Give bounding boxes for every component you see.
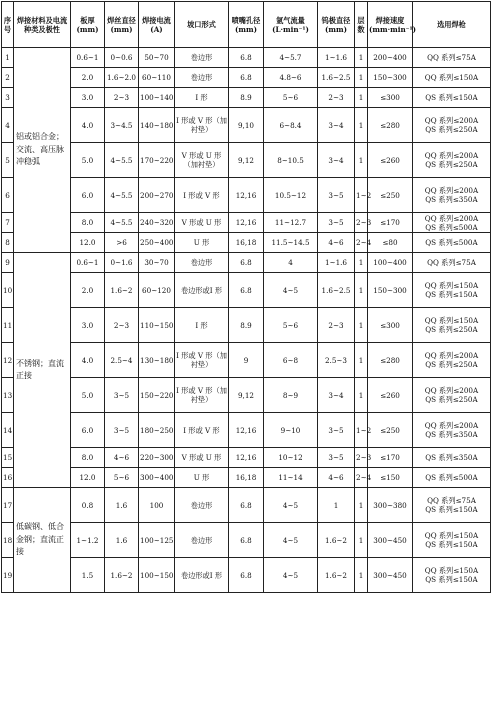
argon-flow-cell: 4~5 — [264, 523, 318, 558]
wire-diameter-cell: 1.6 — [105, 488, 139, 523]
layers-cell: 1~2 — [355, 413, 368, 448]
table-row — [2, 558, 491, 593]
layers-cell: 2~3 — [355, 213, 368, 233]
table-row — [2, 468, 491, 488]
nozzle-cell: 6.8 — [229, 48, 264, 68]
row-number-cell: 1 — [2, 48, 14, 68]
gun-spec: QS 系列≤350A — [425, 453, 478, 462]
gun-spec: QQ 系列≤150A — [424, 281, 479, 290]
gun-spec: QQ 系列≤75A — [427, 53, 476, 62]
argon-flow-cell: 6~8 — [264, 343, 318, 378]
wire-diameter-cell: 3~4.5 — [105, 108, 139, 143]
current-cell: 150~220 — [139, 378, 175, 413]
gun-cell — [413, 343, 491, 378]
thickness-cell: 2.0 — [71, 273, 105, 308]
thickness-cell: 4.0 — [71, 108, 105, 143]
gun-spec: QS 系列≤250A — [425, 395, 478, 404]
groove-cell: V 形或 U 形（加衬垫） — [175, 143, 229, 178]
gun-spec: QQ 系列≤200A — [424, 116, 479, 125]
gun-cell — [413, 48, 491, 68]
thickness-cell: 6.0 — [71, 178, 105, 213]
tungsten-cell: 3~4 — [318, 108, 355, 143]
table-row — [2, 68, 491, 88]
layers-cell: 1 — [355, 48, 368, 68]
layers-cell: 1 — [355, 558, 368, 593]
thickness-cell: 8.0 — [71, 213, 105, 233]
layers-cell: 1 — [355, 523, 368, 558]
current-cell: 200~270 — [139, 178, 175, 213]
thickness-cell: 6.0 — [71, 413, 105, 448]
header-argon-flow: 氩气流量 (L·min⁻¹) — [264, 2, 318, 48]
thickness-cell: 2.0 — [71, 68, 105, 88]
speed-cell: ≤300 — [368, 308, 413, 343]
wire-diameter-cell: >6 — [105, 233, 139, 253]
tungsten-cell: 4~6 — [318, 468, 355, 488]
wire-diameter-cell: 2~3 — [105, 308, 139, 343]
speed-cell: ≤150 — [368, 468, 413, 488]
groove-cell: 卷边形 — [175, 488, 229, 523]
current-cell: 220~300 — [139, 448, 175, 468]
current-cell: 130~180 — [139, 343, 175, 378]
thickness-cell: 12.0 — [71, 233, 105, 253]
gun-spec: QS 系列≤150A — [425, 540, 478, 549]
table-row — [2, 143, 491, 178]
speed-cell: ≤280 — [368, 108, 413, 143]
nozzle-cell: 12,16 — [229, 213, 264, 233]
argon-flow-cell: 11.5~14.5 — [264, 233, 318, 253]
groove-cell: I 形或 V 形（加衬垫） — [175, 343, 229, 378]
thickness-cell: 12.0 — [71, 468, 105, 488]
argon-flow-cell: 4~5 — [264, 488, 318, 523]
groove-cell: 卷边形或I 形 — [175, 273, 229, 308]
wire-diameter-cell: 1.6 — [105, 523, 139, 558]
gun-cell — [413, 108, 491, 143]
row-number-cell: 7 — [2, 213, 14, 233]
argon-flow-cell: 9~10 — [264, 413, 318, 448]
table-row — [2, 88, 491, 108]
wire-diameter-cell: 4~5.5 — [105, 178, 139, 213]
speed-cell: ≤170 — [368, 448, 413, 468]
speed-cell: ≤250 — [368, 413, 413, 448]
header-groove: 坡口形式 — [175, 2, 229, 48]
gun-cell — [413, 233, 491, 253]
table-row — [2, 488, 491, 523]
gun-cell — [413, 488, 491, 523]
tungsten-cell: 1~1.6 — [318, 48, 355, 68]
nozzle-cell: 6.8 — [229, 523, 264, 558]
row-number-cell: 5 — [2, 143, 14, 178]
argon-flow-cell: 5~6 — [264, 308, 318, 343]
gun-spec: QS 系列≤250A — [425, 125, 478, 134]
gun-cell — [413, 273, 491, 308]
nozzle-cell: 12,16 — [229, 178, 264, 213]
layers-cell: 1 — [355, 308, 368, 343]
row-number-cell: 6 — [2, 178, 14, 213]
current-cell: 60~120 — [139, 273, 175, 308]
gun-spec: QS 系列≤500A — [425, 238, 478, 247]
header-speed: 焊接速度 (mm·min⁻¹) — [368, 2, 413, 48]
layers-cell: 1 — [355, 488, 368, 523]
gun-spec: QQ 系列≤200A — [424, 351, 479, 360]
table-row — [2, 413, 491, 448]
material-group-cell: 不锈钢；直流正接 — [14, 253, 71, 488]
thickness-cell: 5.0 — [71, 143, 105, 178]
tungsten-cell: 4~6 — [318, 233, 355, 253]
thickness-cell: 3.0 — [71, 308, 105, 343]
wire-diameter-cell: 1.6~2 — [105, 273, 139, 308]
tungsten-cell: 1.6~2.5 — [318, 273, 355, 308]
gun-cell — [413, 88, 491, 108]
gun-spec: QQ 系列≤200A — [424, 421, 479, 430]
layers-cell: 1~2 — [355, 178, 368, 213]
groove-cell: U 形 — [175, 233, 229, 253]
current-cell: 100~150 — [139, 558, 175, 593]
gun-spec: QS 系列≤350A — [425, 430, 478, 439]
groove-cell: 卷边形 — [175, 68, 229, 88]
row-number-cell: 2 — [2, 68, 14, 88]
current-cell: 240~320 — [139, 213, 175, 233]
gun-spec: QQ 系列≤200A — [424, 151, 479, 160]
gun-spec: QQ 系列≤150A — [424, 316, 479, 325]
wire-diameter-cell: 1.6~2.0 — [105, 68, 139, 88]
row-number-cell: 11 — [2, 308, 14, 343]
argon-flow-cell: 4~5.7 — [264, 48, 318, 68]
gun-spec: QS 系列≤250A — [425, 160, 478, 169]
gun-cell — [413, 558, 491, 593]
row-number-cell: 15 — [2, 448, 14, 468]
row-number-cell: 12 — [2, 343, 14, 378]
table-row — [2, 273, 491, 308]
speed-cell: ≤280 — [368, 343, 413, 378]
thickness-cell: 4.0 — [71, 343, 105, 378]
header-nozzle: 喷嘴孔径 (mm) — [229, 2, 264, 48]
argon-flow-cell: 4~5 — [264, 558, 318, 593]
groove-cell: V 形或 U 形 — [175, 448, 229, 468]
argon-flow-cell: 10~12 — [264, 448, 318, 468]
groove-cell: I 形或 V 形（加衬垫） — [175, 378, 229, 413]
wire-diameter-cell: 4~5.5 — [105, 143, 139, 178]
speed-cell: 300~450 — [368, 558, 413, 593]
layers-cell: 1 — [355, 108, 368, 143]
nozzle-cell: 8.9 — [229, 88, 264, 108]
table-row — [2, 448, 491, 468]
row-number-cell: 10 — [2, 273, 14, 308]
argon-flow-cell: 5~6 — [264, 88, 318, 108]
row-number-cell: 17 — [2, 488, 14, 523]
table-body — [2, 48, 491, 593]
table-row — [2, 378, 491, 413]
nozzle-cell: 9,12 — [229, 378, 264, 413]
layers-cell: 2~4 — [355, 233, 368, 253]
gun-cell — [413, 253, 491, 273]
groove-cell: 卷边形或I 形 — [175, 558, 229, 593]
speed-cell: 150~300 — [368, 273, 413, 308]
header-layers: 层数 — [355, 2, 368, 48]
tungsten-cell: 1~1.6 — [318, 253, 355, 273]
nozzle-cell: 16,18 — [229, 468, 264, 488]
layers-cell: 1 — [355, 68, 368, 88]
groove-cell: 卷边形 — [175, 48, 229, 68]
current-cell: 100~125 — [139, 523, 175, 558]
thickness-cell: 0.8 — [71, 488, 105, 523]
header-current: 焊接电流 (A) — [139, 2, 175, 48]
tungsten-cell: 3~5 — [318, 178, 355, 213]
current-cell: 30~70 — [139, 253, 175, 273]
wire-diameter-cell: 2~3 — [105, 88, 139, 108]
speed-cell: ≤300 — [368, 88, 413, 108]
gun-spec: QS 系列≤150A — [425, 93, 478, 102]
header-wire-diameter: 焊丝直径 (mm) — [105, 2, 139, 48]
gun-cell — [413, 213, 491, 233]
wire-diameter-cell: 4~6 — [105, 448, 139, 468]
wire-diameter-cell: 2.5~4 — [105, 343, 139, 378]
current-cell: 170~220 — [139, 143, 175, 178]
argon-flow-cell: 4.8~6 — [264, 68, 318, 88]
row-number-cell: 14 — [2, 413, 14, 448]
argon-flow-cell: 6~8.4 — [264, 108, 318, 143]
table-row — [2, 308, 491, 343]
gun-cell — [413, 143, 491, 178]
table-row — [2, 343, 491, 378]
argon-flow-cell: 11~12.7 — [264, 213, 318, 233]
argon-flow-cell: 11~14 — [264, 468, 318, 488]
gun-cell — [413, 448, 491, 468]
current-cell: 60~110 — [139, 68, 175, 88]
current-cell: 100~140 — [139, 88, 175, 108]
gun-spec: QS 系列≤150A — [425, 575, 478, 584]
gun-cell — [413, 178, 491, 213]
current-cell: 300~400 — [139, 468, 175, 488]
current-cell: 110~150 — [139, 308, 175, 343]
tungsten-cell: 2.5~3 — [318, 343, 355, 378]
speed-cell: 150~300 — [368, 68, 413, 88]
wire-diameter-cell: 3~5 — [105, 378, 139, 413]
gun-spec: QS 系列≤500A — [425, 473, 478, 482]
speed-cell: 300~380 — [368, 488, 413, 523]
gun-spec: QQ 系列≤200A — [424, 186, 479, 195]
wire-diameter-cell: 4~5.5 — [105, 213, 139, 233]
gun-spec: QQ 系列≤200A — [424, 386, 479, 395]
gun-spec: QQ 系列≤200A — [424, 213, 479, 223]
tungsten-cell: 2~3 — [318, 308, 355, 343]
gun-spec: QQ 系列≤150A — [424, 566, 479, 575]
material-group-cell: 铝或铝合金；交流、高压脉冲稳弧 — [14, 48, 71, 253]
header-no: 序号 — [2, 2, 14, 48]
speed-cell: 100~400 — [368, 253, 413, 273]
groove-cell: V 形或 U 形 — [175, 213, 229, 233]
gun-cell — [413, 378, 491, 413]
row-number-cell: 8 — [2, 233, 14, 253]
speed-cell: ≤250 — [368, 178, 413, 213]
row-number-cell: 19 — [2, 558, 14, 593]
tungsten-cell: 1.6~2.5 — [318, 68, 355, 88]
gun-cell — [413, 413, 491, 448]
table-row — [2, 523, 491, 558]
nozzle-cell: 6.8 — [229, 68, 264, 88]
gun-spec: QS 系列≤150A — [425, 505, 478, 514]
wire-diameter-cell: 0~1.6 — [105, 253, 139, 273]
tungsten-cell: 3~5 — [318, 448, 355, 468]
nozzle-cell: 6.8 — [229, 558, 264, 593]
thickness-cell: 0.6~1 — [71, 253, 105, 273]
header-thickness: 板厚(mm) — [71, 2, 105, 48]
nozzle-cell: 12,16 — [229, 413, 264, 448]
groove-cell: 卷边形 — [175, 253, 229, 273]
layers-cell: 1 — [355, 378, 368, 413]
row-number-cell: 3 — [2, 88, 14, 108]
groove-cell: I 形 — [175, 308, 229, 343]
table-row — [2, 108, 491, 143]
current-cell: 100 — [139, 488, 175, 523]
row-number-cell: 16 — [2, 468, 14, 488]
nozzle-cell: 6.8 — [229, 253, 264, 273]
welding-parameters-table — [1, 1, 491, 593]
table-row — [2, 233, 491, 253]
thickness-cell: 8.0 — [71, 448, 105, 468]
thickness-cell: 0.6~1 — [71, 48, 105, 68]
layers-cell: 1 — [355, 143, 368, 178]
speed-cell: ≤80 — [368, 233, 413, 253]
gun-cell — [413, 523, 491, 558]
gun-cell — [413, 308, 491, 343]
gun-spec: QS 系列≤150A — [425, 290, 478, 299]
thickness-cell: 1.5 — [71, 558, 105, 593]
table-row — [2, 213, 491, 233]
nozzle-cell: 12,16 — [229, 448, 264, 468]
gun-spec: QQ 系列≤150A — [424, 73, 479, 82]
tungsten-cell: 1.6~2 — [318, 558, 355, 593]
tungsten-cell: 3~4 — [318, 143, 355, 178]
argon-flow-cell: 8~10.5 — [264, 143, 318, 178]
nozzle-cell: 9,12 — [229, 143, 264, 178]
header-gun: 选用焊枪 — [413, 2, 491, 48]
gun-spec: QS 系列≤250A — [425, 360, 478, 369]
gun-spec: QS 系列≤500A — [425, 222, 478, 232]
tungsten-cell: 3~4 — [318, 378, 355, 413]
row-number-cell: 4 — [2, 108, 14, 143]
nozzle-cell: 8.9 — [229, 308, 264, 343]
groove-cell: I 形 — [175, 88, 229, 108]
header-row — [2, 2, 491, 48]
groove-cell: I 形或 V 形 — [175, 413, 229, 448]
speed-cell: ≤170 — [368, 213, 413, 233]
row-number-cell: 18 — [2, 523, 14, 558]
layers-cell: 2~3 — [355, 448, 368, 468]
nozzle-cell: 16,18 — [229, 233, 264, 253]
thickness-cell: 3.0 — [71, 88, 105, 108]
thickness-cell: 1~1.2 — [71, 523, 105, 558]
layers-cell: 1 — [355, 343, 368, 378]
current-cell: 180~250 — [139, 413, 175, 448]
table-row — [2, 178, 491, 213]
table-row — [2, 253, 491, 273]
thickness-cell: 5.0 — [71, 378, 105, 413]
row-number-cell: 13 — [2, 378, 14, 413]
tungsten-cell: 1.6~2 — [318, 523, 355, 558]
material-group-cell: 低碳钢、低合金钢；直流正接 — [14, 488, 71, 593]
layers-cell: 2~4 — [355, 468, 368, 488]
gun-spec: QQ 系列≤75A — [427, 258, 476, 267]
wire-diameter-cell: 3~5 — [105, 413, 139, 448]
gun-spec: QQ 系列≤75A — [427, 496, 476, 505]
groove-cell: I 形或 V 形 — [175, 178, 229, 213]
layers-cell: 1 — [355, 253, 368, 273]
tungsten-cell: 2~3 — [318, 88, 355, 108]
argon-flow-cell: 10.5~12 — [264, 178, 318, 213]
tungsten-cell: 3~5 — [318, 213, 355, 233]
layers-cell: 1 — [355, 273, 368, 308]
current-cell: 250~400 — [139, 233, 175, 253]
current-cell: 50~70 — [139, 48, 175, 68]
nozzle-cell: 6.8 — [229, 488, 264, 523]
gun-spec: QQ 系列≤150A — [424, 531, 479, 540]
header-tungsten: 钨极直径 (mm) — [318, 2, 355, 48]
wire-diameter-cell: 1.6~2 — [105, 558, 139, 593]
wire-diameter-cell: 5~6 — [105, 468, 139, 488]
header-material: 焊接材料及电流种类及极性 — [14, 2, 71, 48]
layers-cell: 1 — [355, 88, 368, 108]
speed-cell: 200~400 — [368, 48, 413, 68]
nozzle-cell: 9 — [229, 343, 264, 378]
nozzle-cell: 6.8 — [229, 273, 264, 308]
tungsten-cell: 3~5 — [318, 413, 355, 448]
tungsten-cell: 1 — [318, 488, 355, 523]
groove-cell: I 形或 V 形（加衬垫） — [175, 108, 229, 143]
current-cell: 140~180 — [139, 108, 175, 143]
groove-cell: 卷边形 — [175, 523, 229, 558]
argon-flow-cell: 8~9 — [264, 378, 318, 413]
gun-spec: QS 系列≤350A — [425, 195, 478, 204]
gun-spec: QS 系列≤250A — [425, 325, 478, 334]
argon-flow-cell: 4 — [264, 253, 318, 273]
argon-flow-cell: 4~5 — [264, 273, 318, 308]
speed-cell: ≤260 — [368, 143, 413, 178]
speed-cell: 300~450 — [368, 523, 413, 558]
groove-cell: U 形 — [175, 468, 229, 488]
gun-cell — [413, 68, 491, 88]
gun-cell — [413, 468, 491, 488]
table-row — [2, 48, 491, 68]
row-number-cell: 9 — [2, 253, 14, 273]
nozzle-cell: 9,10 — [229, 108, 264, 143]
speed-cell: ≤260 — [368, 378, 413, 413]
wire-diameter-cell: 0~0.6 — [105, 48, 139, 68]
